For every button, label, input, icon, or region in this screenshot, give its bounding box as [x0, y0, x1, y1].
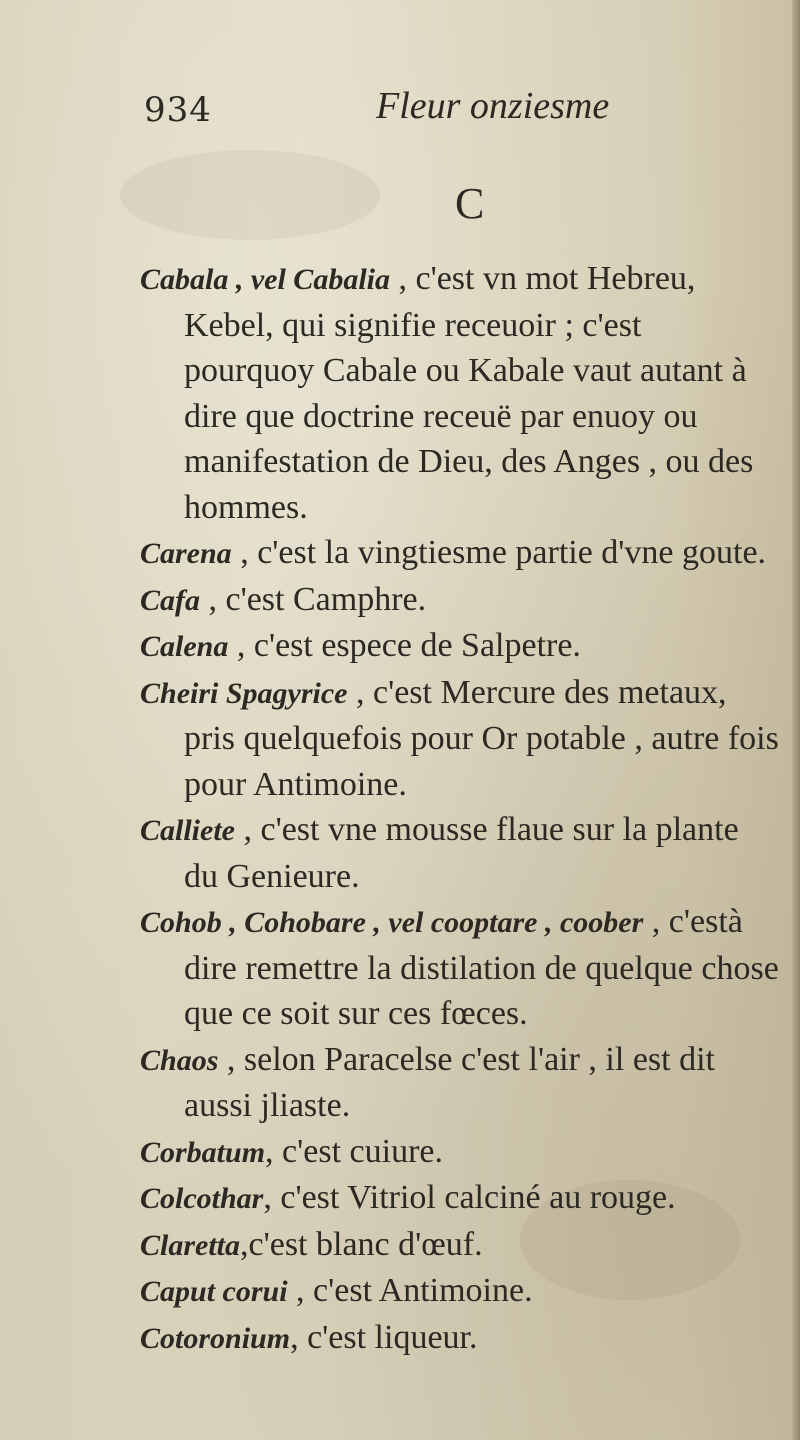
entry-term: Cotoronium	[140, 1321, 291, 1355]
entry-term: Chaos	[140, 1043, 219, 1077]
entry-definition: , c'està dire remettre la distilation de quelque chose que ce soit sur ces fœces.	[184, 903, 779, 1032]
entry-term: Cheiri Spagyrice	[140, 676, 348, 710]
section-letter: C	[455, 179, 485, 228]
entry-definition: , c'est espece de Salpetre.	[228, 627, 581, 664]
entry-definition: , c'est Mercure des metaux, pris quelquefois pour Or potable , autre fois pour Antimoine.	[184, 673, 779, 803]
page-number: 934	[144, 90, 212, 130]
entry-term: Calena	[140, 630, 229, 663]
entry-definition: , c'est liqueur.	[290, 1318, 478, 1356]
glossary-entry	[140, 1175, 780, 1222]
entry-definition: , c'est Antimoine.	[287, 1272, 533, 1309]
glossary-entry	[140, 623, 780, 670]
glossary-list	[140, 256, 780, 1361]
entry-definition: , c'est Camphre.	[200, 580, 427, 618]
entry-definition: , c'est vne mousse flaue sur la plante du Genieure.	[184, 811, 739, 895]
glossary-entry	[140, 1129, 780, 1176]
glossary-entry	[140, 670, 780, 808]
entry-term: Corbatum	[140, 1135, 266, 1169]
glossary-entry	[140, 256, 780, 530]
entry-definition: , c'est Vitriol calciné au rouge.	[263, 1179, 676, 1216]
entry-definition: , c'est la vingtiesme partie d'vne goute.	[231, 534, 767, 571]
entry-definition: , c'est vn mot Hebreu, Kebel, qui signifie receuoir ; c'est pourquoy Cabale ou Kabale vaut autant à dire que doctrine receuë par enuoy ou manifestation de Dieu, des Anges , ou des hommes.	[184, 260, 754, 526]
entry-term: Carena	[140, 537, 232, 570]
entry-definition: , selon Paracelse c'est l'air , il est dit aussi jliaste.	[184, 1040, 715, 1124]
entry-definition: ,c'est blanc d'œuf.	[240, 1225, 483, 1263]
entry-term: Caput corui	[140, 1275, 288, 1308]
entry-term: Cafa	[140, 583, 200, 617]
entry-term: Cohob , Cohobare , vel cooptare , coober	[140, 906, 644, 939]
page-header	[0, 78, 800, 138]
entry-definition: , c'est cuiure.	[265, 1132, 443, 1170]
entry-term: Colcothar	[140, 1182, 264, 1215]
entry-term: Claretta	[140, 1228, 241, 1262]
page-edge	[792, 0, 800, 1440]
entry-term: Cabala , vel Cabalia	[140, 263, 390, 296]
glossary-entry	[140, 807, 780, 899]
glossary-entry	[140, 1315, 780, 1362]
glossary-entry	[140, 1222, 780, 1269]
entry-term: Calliete	[140, 814, 235, 847]
paper-stain	[120, 150, 380, 240]
glossary-entry	[140, 1037, 780, 1129]
glossary-entry	[140, 577, 780, 624]
glossary-entry	[140, 899, 780, 1037]
glossary-entry	[140, 1268, 780, 1315]
glossary-entry	[140, 530, 780, 577]
running-head: Fleur onziesme	[376, 85, 610, 127]
